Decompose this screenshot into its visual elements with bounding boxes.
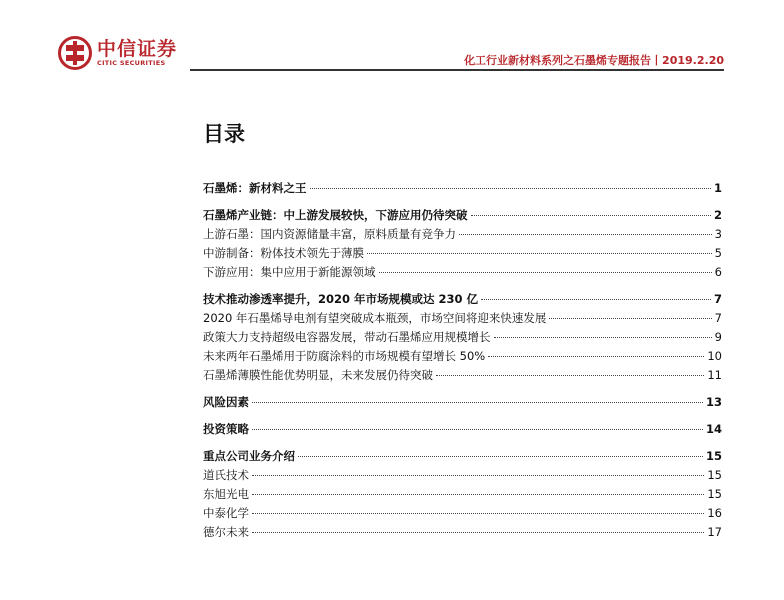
toc-dot-leader: [436, 375, 704, 376]
citic-logo: [58, 36, 177, 70]
toc-page-number: 9: [714, 330, 722, 344]
toc-subsection-entry[interactable]: [203, 467, 722, 486]
toc-entry-label: 上游石墨：国内资源储量丰富，原料质量有竞争力: [203, 227, 456, 241]
toc-dot-leader: [310, 188, 711, 189]
toc-subsection-entry[interactable]: [203, 310, 722, 329]
toc-section-entry[interactable]: [203, 421, 722, 440]
toc-entry-label: 投资策略: [203, 422, 249, 436]
toc-dot-leader: [481, 299, 711, 300]
toc-page-number: 6: [714, 265, 722, 279]
toc-page-number: 5: [714, 246, 722, 260]
toc-entry-label: 石墨烯产业链：中上游发展较快，下游应用仍待突破: [203, 208, 468, 222]
table-of-contents: [203, 180, 722, 543]
toc-entry-label: 未来两年石墨烯用于防腐涂料的市场规模有望增长 50%: [203, 349, 486, 363]
toc-page-number: 2: [713, 208, 722, 222]
toc-dot-leader: [379, 272, 712, 273]
toc-entry-label: 道氏技术: [203, 468, 249, 482]
toc-section-entry[interactable]: [203, 291, 722, 310]
toc-entry-label: 东旭光电: [203, 487, 249, 501]
toc-page-number: 7: [713, 292, 722, 306]
page-title: 目录: [203, 122, 245, 146]
citic-emblem-icon: [58, 36, 92, 70]
toc-subsection-entry[interactable]: [203, 264, 722, 283]
toc-subsection-entry[interactable]: [203, 226, 722, 245]
toc-dot-leader: [367, 253, 712, 254]
toc-entry-label: 中泰化学: [203, 506, 249, 520]
toc-dot-leader: [252, 402, 703, 403]
toc-subsection-entry[interactable]: [203, 348, 722, 367]
toc-section-entry[interactable]: [203, 394, 722, 413]
toc-section-entry[interactable]: [203, 207, 722, 226]
toc-section-entry[interactable]: [203, 180, 722, 199]
toc-dot-leader: [298, 456, 703, 457]
toc-dot-leader: [549, 318, 711, 319]
toc-dot-leader: [252, 475, 704, 476]
toc-page-number: 14: [705, 422, 722, 436]
toc-subsection-entry[interactable]: [203, 505, 722, 524]
toc-entry-label: 技术推动渗透率提升，2020 年市场规模或达 230 亿: [203, 292, 479, 306]
logo-english-name: CITIC SECURITIES: [97, 59, 166, 67]
toc-page-number: 10: [707, 349, 722, 363]
toc-page-number: 15: [705, 449, 722, 463]
toc-dot-leader: [494, 337, 712, 338]
toc-page-number: 11: [707, 368, 722, 382]
toc-dot-leader: [459, 234, 712, 235]
logo-chinese-name: 中信证券: [97, 38, 178, 60]
toc-page-number: 15: [707, 487, 722, 501]
toc-entry-label: 风险因素: [203, 395, 249, 409]
toc-entry-label: 石墨烯薄膜性能优势明显，未来发展仍待突破: [203, 368, 433, 382]
toc-section-entry[interactable]: [203, 448, 722, 467]
toc-dot-leader: [471, 215, 711, 216]
toc-entry-label: 2020 年石墨烯导电剂有望突破成本瓶颈，市场空间将迎来快速发展: [203, 311, 547, 325]
toc-subsection-entry[interactable]: [203, 329, 722, 348]
toc-page-number: 3: [714, 227, 722, 241]
toc-subsection-entry[interactable]: [203, 486, 722, 505]
toc-entry-label: 德尔未来: [203, 525, 249, 539]
toc-subsection-entry[interactable]: [203, 524, 722, 543]
toc-subsection-entry[interactable]: [203, 245, 722, 264]
toc-dot-leader: [488, 356, 704, 357]
toc-dot-leader: [252, 532, 704, 533]
header-divider: [190, 69, 724, 71]
toc-page-number: 13: [705, 395, 722, 409]
toc-page-number: 17: [707, 525, 722, 539]
toc-entry-label: 中游制备：粉体技术领先于薄膜: [203, 246, 364, 260]
toc-page-number: 7: [714, 311, 722, 325]
toc-dot-leader: [252, 429, 703, 430]
toc-page-number: 15: [707, 468, 722, 482]
toc-entry-label: 石墨烯：新材料之王: [203, 181, 307, 195]
toc-entry-label: 重点公司业务介绍: [203, 449, 295, 463]
toc-entry-label: 下游应用：集中应用于新能源领域: [203, 265, 376, 279]
toc-dot-leader: [252, 513, 704, 514]
toc-subsection-entry[interactable]: [203, 367, 722, 386]
toc-page-number: 16: [707, 506, 722, 520]
report-header-title: 化工行业新材料系列之石墨烯专题报告丨2019.2.20: [464, 54, 724, 67]
toc-page-number: 1: [713, 181, 722, 195]
toc-entry-label: 政策大力支持超级电容器发展，带动石墨烯应用规模增长: [203, 330, 491, 344]
toc-dot-leader: [252, 494, 704, 495]
